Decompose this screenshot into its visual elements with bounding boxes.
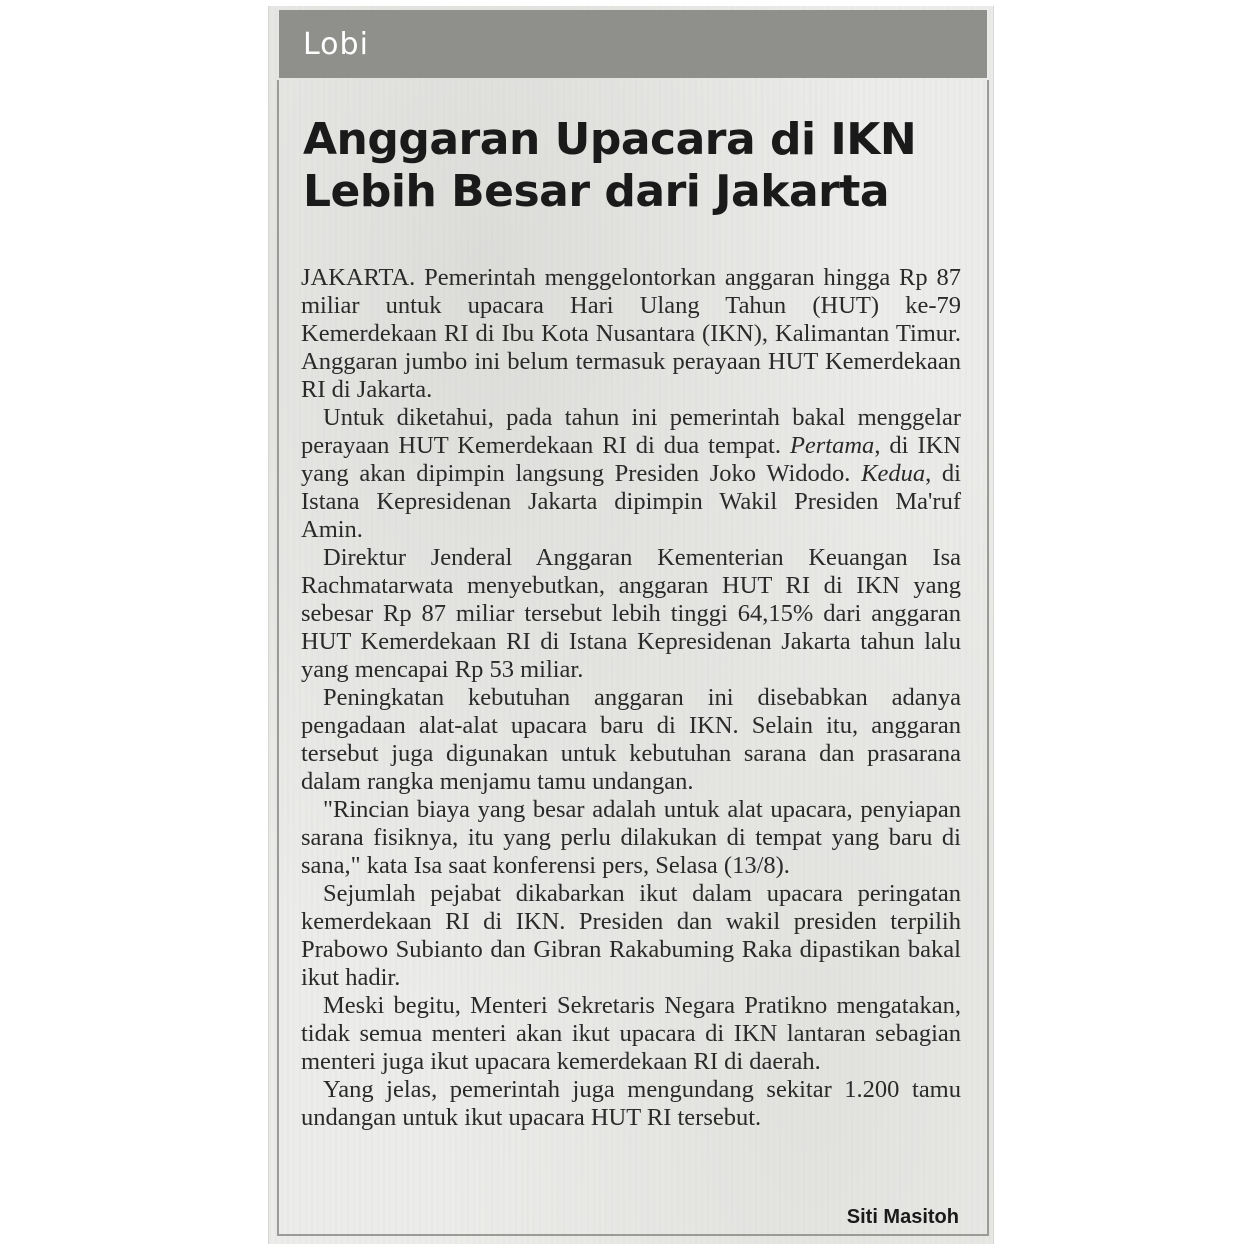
byline: Siti Masitoh <box>846 1206 959 1228</box>
paragraph-2-text-c: , di Istana Kepresidenan Jakarta dipimpin Wakil Presiden Ma'ruf Amin. <box>301 460 961 543</box>
paragraph-3: Direktur Jenderal Anggaran Kementerian Keuangan Isa Rachmatarwata menyebutkan, anggaran HUT RI di IKN yang sebesar Rp 87 miliar tersebut lebih tinggi 64,15% dari anggaran HUT Kemerdekaan RI di Istana Kepresidenan Jakarta tahun lalu yang mencapai Rp 53 miliar. <box>301 544 961 683</box>
paragraph-2-text-b: , di IKN yang akan dipimpin langsung Presiden Joko Widodo. <box>301 432 961 487</box>
headline-line-1: Anggaran Upacara di IKN <box>303 114 917 165</box>
paragraph-2-emphasis-2: Kedua <box>861 460 926 487</box>
headline-line-2: Lebih Besar dari Jakarta <box>303 166 890 217</box>
paragraph-2-emphasis-1: Pertama <box>789 432 875 459</box>
headline <box>303 114 963 218</box>
paragraph-2-text-a: Untuk diketahui, pada tahun ini pemerintah bakal menggelar perayaan HUT Kemerdekaan RI di dua tempat. <box>301 404 961 459</box>
paragraph-8: Yang jelas, pemerintah juga mengundang sekitar 1.200 tamu undangan untuk ikut upacara HUT RI tersebut. <box>301 1076 961 1131</box>
paragraph-4: Peningkatan kebutuhan anggaran ini disebabkan adanya pengadaan alat-alat upacara baru di IKN. Selain itu, anggaran tersebut juga digunakan untuk kebutuhan sarana dan prasarana dalam rangka menjamu tamu undangan. <box>301 684 961 795</box>
paragraph-6: Sejumlah pejabat dikabarkan ikut dalam upacara peringatan kemerdekaan RI di IKN. Presiden dan wakil presiden terpilih Prabowo Subianto dan Gibran Rakabuming Raka dipastikan bakal ikut hadir. <box>301 880 961 991</box>
paragraph-2 <box>301 404 961 544</box>
paragraph-7: Meski begitu, Menteri Sekretaris Negara Pratikno mengatakan, tidak semua menteri akan ikut upacara di IKN lantaran sebagian menteri juga ikut upacara kemerdekaan RI di daerah. <box>301 992 961 1075</box>
rubric-bar <box>279 10 987 78</box>
article-body <box>301 264 961 1132</box>
paragraph-1: JAKARTA. Pemerintah menggelontorkan anggaran hingga Rp 87 miliar untuk upacara Hari Ulang Tahun (HUT) ke-79 Kemerdekaan RI di Ibu Kota Nusantara (IKN), Kalimantan Timur. Anggaran jumbo ini belum termasuk perayaan HUT Kemerdekaan RI di Jakarta. <box>301 264 961 403</box>
rubric-label: Lobi <box>303 26 369 62</box>
paragraph-5: "Rincian biaya yang besar adalah untuk alat upacara, penyiapan sarana fisiknya, itu yang perlu dilakukan di tempat yang baru di sana," kata Isa saat konferensi pers, Selasa (13/8). <box>301 796 961 879</box>
newspaper-clipping <box>268 6 994 1244</box>
